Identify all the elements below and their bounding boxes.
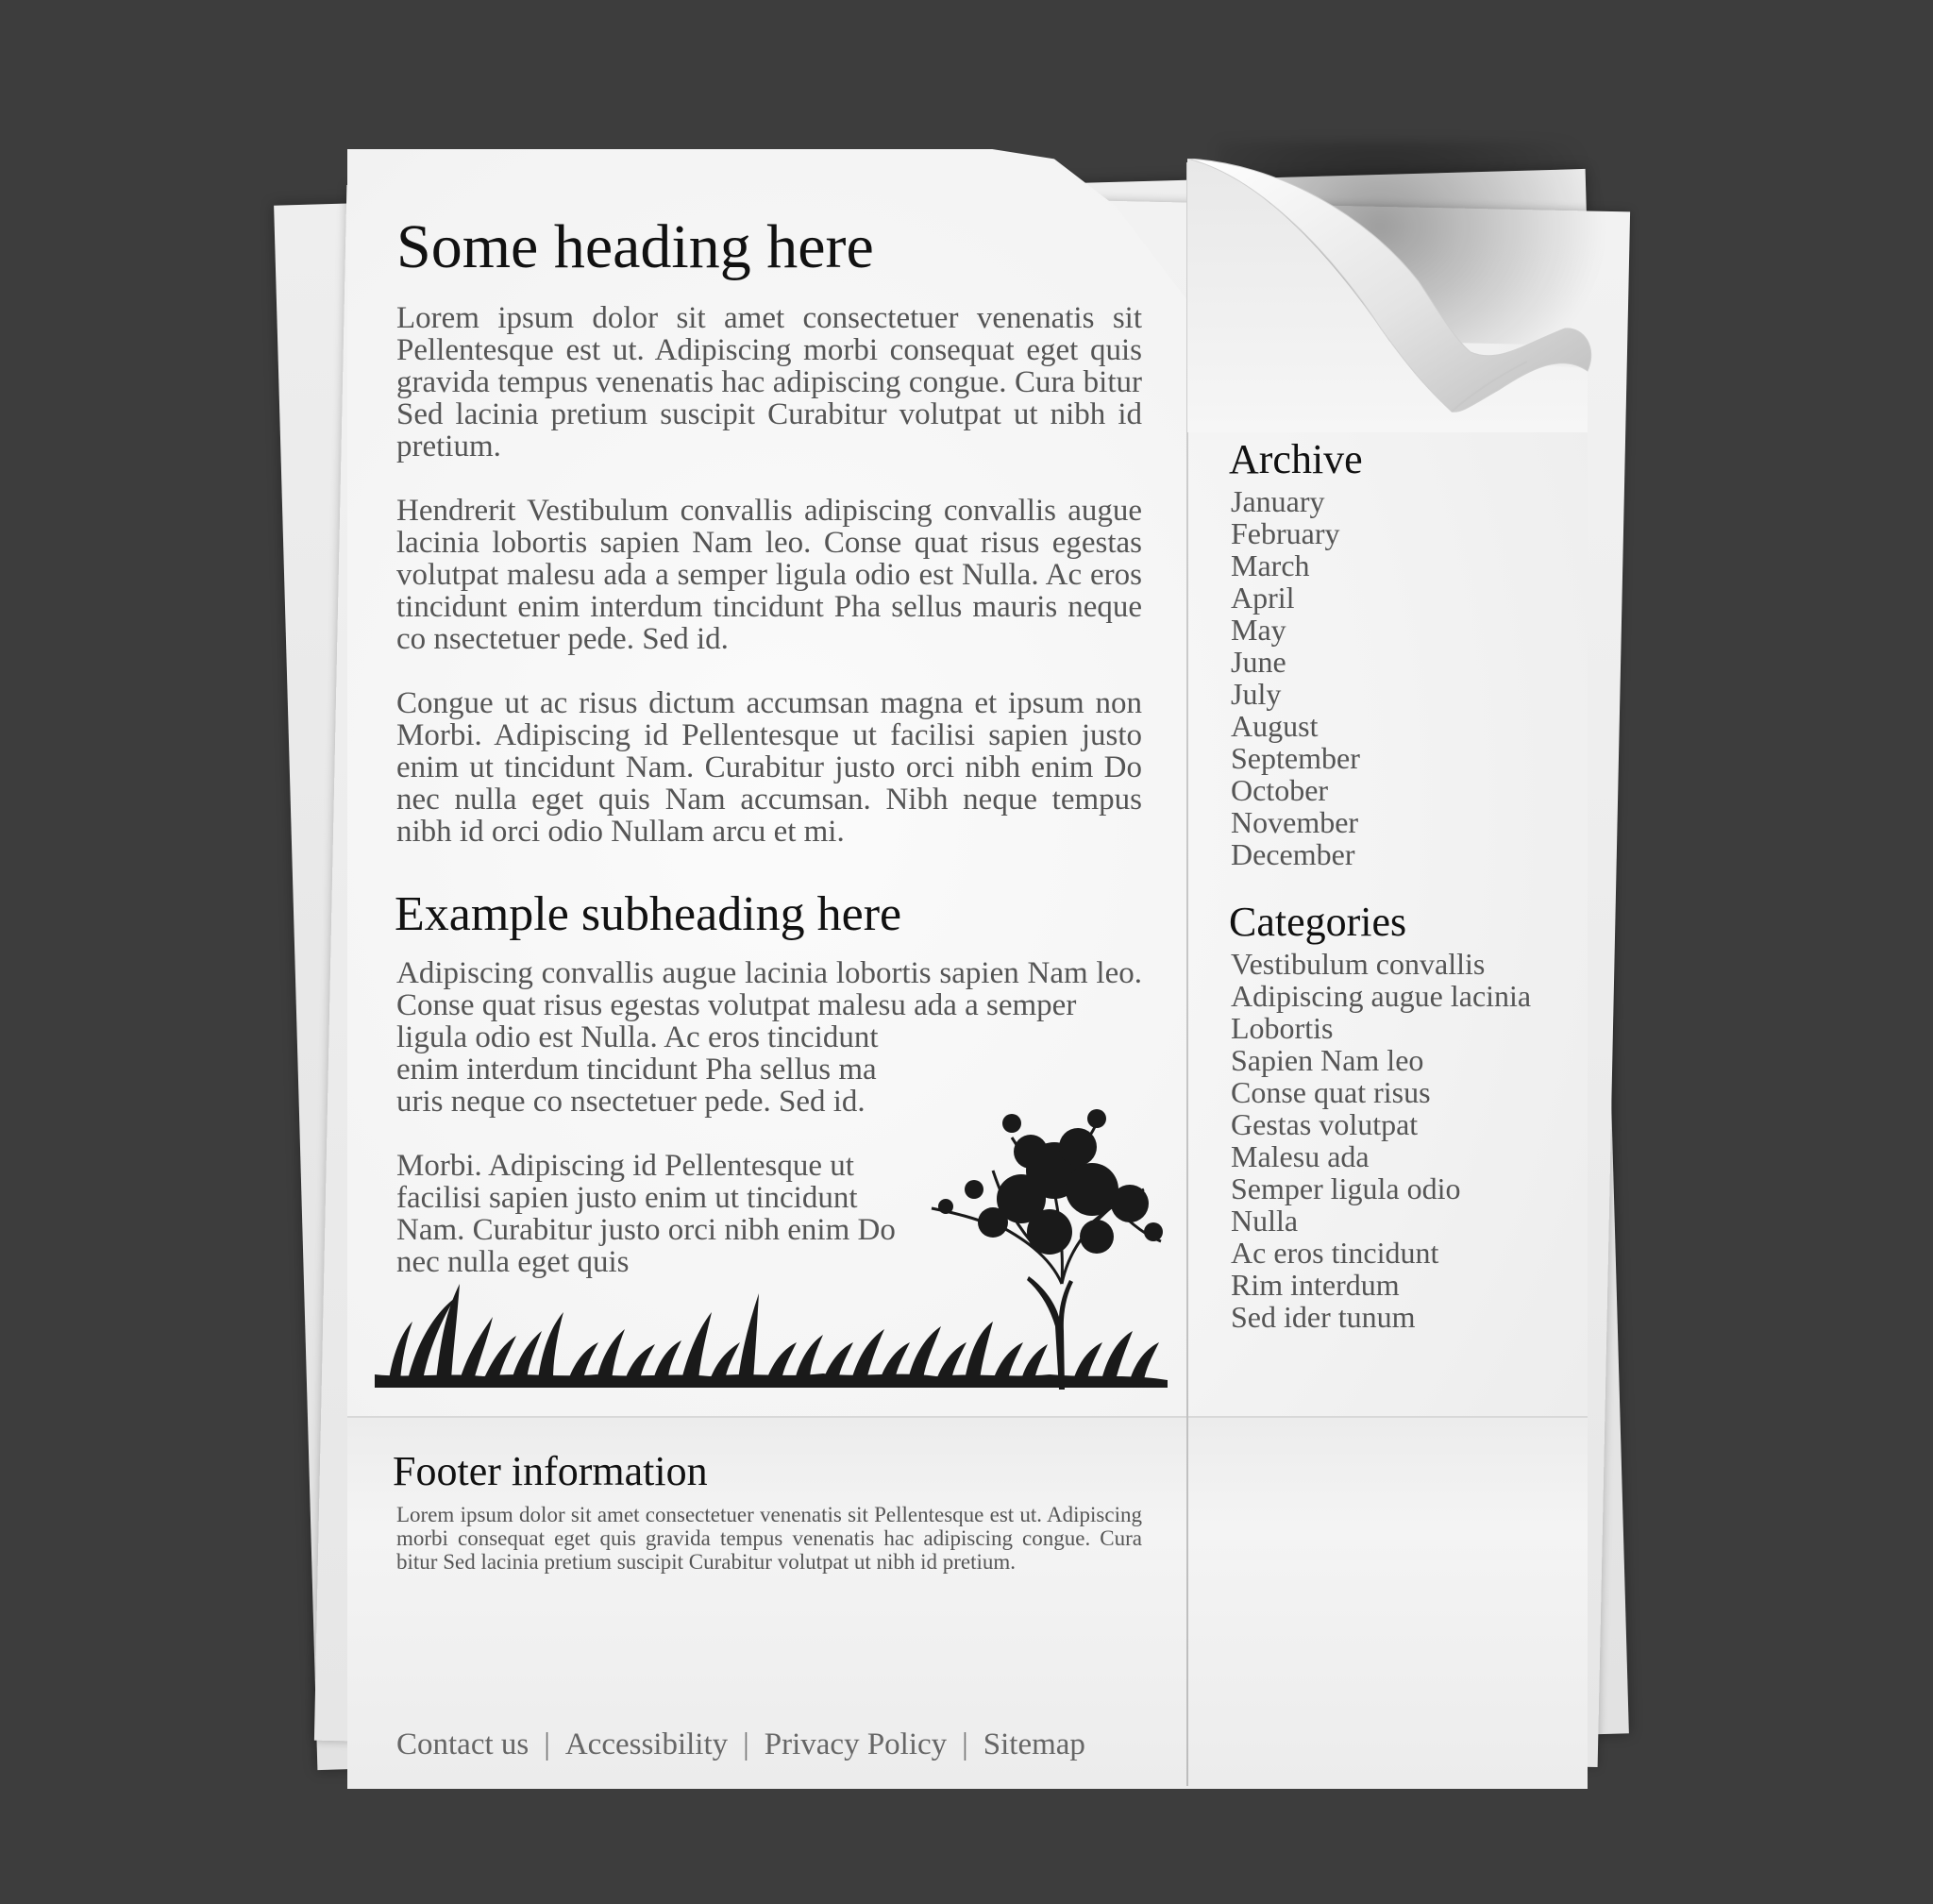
category-link[interactable]: Malesu ada [1231,1139,1370,1173]
archive-link[interactable]: May [1231,613,1286,647]
page-curl-icon [1187,159,1603,432]
archive-link[interactable]: November [1231,805,1359,839]
contact-us-link[interactable]: Contact us [396,1727,529,1761]
archive-heading: Archive [1229,436,1363,482]
archive-link[interactable]: October [1231,773,1329,807]
category-link[interactable]: Ac eros tincidunt [1231,1236,1439,1270]
archive-link[interactable]: December [1231,837,1355,871]
category-link[interactable]: Gestas volutpat [1231,1107,1419,1141]
tree-silhouette-icon [370,1048,1172,1397]
category-link[interactable]: Nulla [1231,1204,1299,1238]
category-link[interactable]: Adipiscing augue lacinia [1231,979,1532,1013]
sitemap-link[interactable]: Sitemap [983,1727,1085,1761]
paragraph-2: Hendrerit Vestibulum convallis adipiscing convallis augue lacinia lobortis sapien Nam leo. Conse quat risus egestas volutpat malesu ada a semper ligula odio est Nulla. Ac eros tincidunt enim interdum tincidunt Pha sellus mauris neque co nsectetuer pede. Sed id. [396,494,1142,656]
paragraph-3: Congue ut ac risus dictum accumsan magna et ipsum non Morbi. Adipiscing id Pellentesque ut facilisi sapien justo enim ut tincidunt Nam. Curabitur justo orci nibh enim Do nec nulla eget quis Nam accumsan. Nibh neque tempus nibh id orci odio Nullam arcu et mi. [396,686,1142,849]
archive-link[interactable]: August [1231,709,1319,743]
categories-list [1231,948,1569,1333]
sidebar [1229,434,1569,1359]
category-link[interactable]: Sapien Nam leo [1231,1043,1424,1077]
archive-link[interactable]: April [1231,581,1295,615]
archive-link[interactable]: January [1231,484,1325,518]
category-link[interactable]: Lobortis [1231,1011,1334,1045]
page-title: Some heading here [396,212,874,281]
categories-heading: Categories [1229,899,1407,945]
category-link[interactable]: Semper ligula odio [1231,1171,1461,1205]
paragraph-1: Lorem ipsum dolor sit amet consectetuer venenatis sit Pellentesque est ut. Adipiscing morbi consequat eget quis gravida tempus venenatis hac adipiscing congue. Cura bitur Sed lacinia pretium suscipit Curabitur volutpat ut nibh id pretium. [396,301,1142,463]
archive-link[interactable]: July [1231,677,1282,711]
archive-link[interactable]: September [1231,741,1360,775]
privacy-policy-link[interactable]: Privacy Policy [764,1727,948,1761]
footer-text: Lorem ipsum dolor sit amet consectetuer venenatis sit Pellentesque est ut. Adipiscing morbi consequat eget quis gravida tempus venenatis hac adipiscing congue. Cura bitur Sed lacinia pretium suscipit Curabitur volutpat ut nibh id pretium. [396,1503,1142,1574]
footer-nav [396,1727,1085,1762]
subheading: Example subheading here [395,887,902,941]
nav-separator: | [544,1727,550,1761]
sub-paragraph-wide: Adipiscing convallis augue lacinia lobortis sapien Nam leo. Conse quat risus egestas volutpat malesu ada a semper [396,956,1142,1022]
category-link[interactable]: Vestibulum convallis [1231,947,1486,981]
nav-separator: | [743,1727,749,1761]
nav-separator: | [962,1727,968,1761]
footer-title: Footer information [393,1448,708,1494]
category-link[interactable]: Conse quat risus [1231,1075,1431,1109]
category-link[interactable]: Rim interdum [1231,1268,1400,1302]
sub-paragraph-2: Morbi. Adipiscing id Pellentesque ut facilisi sapien justo enim ut tincidunt Nam. Curabitur justo orci nibh enim Do nec nulla eget quis [396,1149,896,1279]
category-link[interactable]: Sed ider tunum [1231,1300,1416,1334]
archive-link[interactable]: March [1231,548,1310,582]
sub-paragraph-narrow: ligula odio est Nulla. Ac eros tincidunt enim interdum tincidunt Pha sellus ma uris neque co nsectetuer pede. Sed id. [396,1020,879,1119]
archive-link[interactable]: February [1231,516,1340,550]
archive-link[interactable]: June [1231,645,1286,679]
archive-list [1231,485,1569,870]
accessibility-link[interactable]: Accessibility [564,1727,729,1761]
